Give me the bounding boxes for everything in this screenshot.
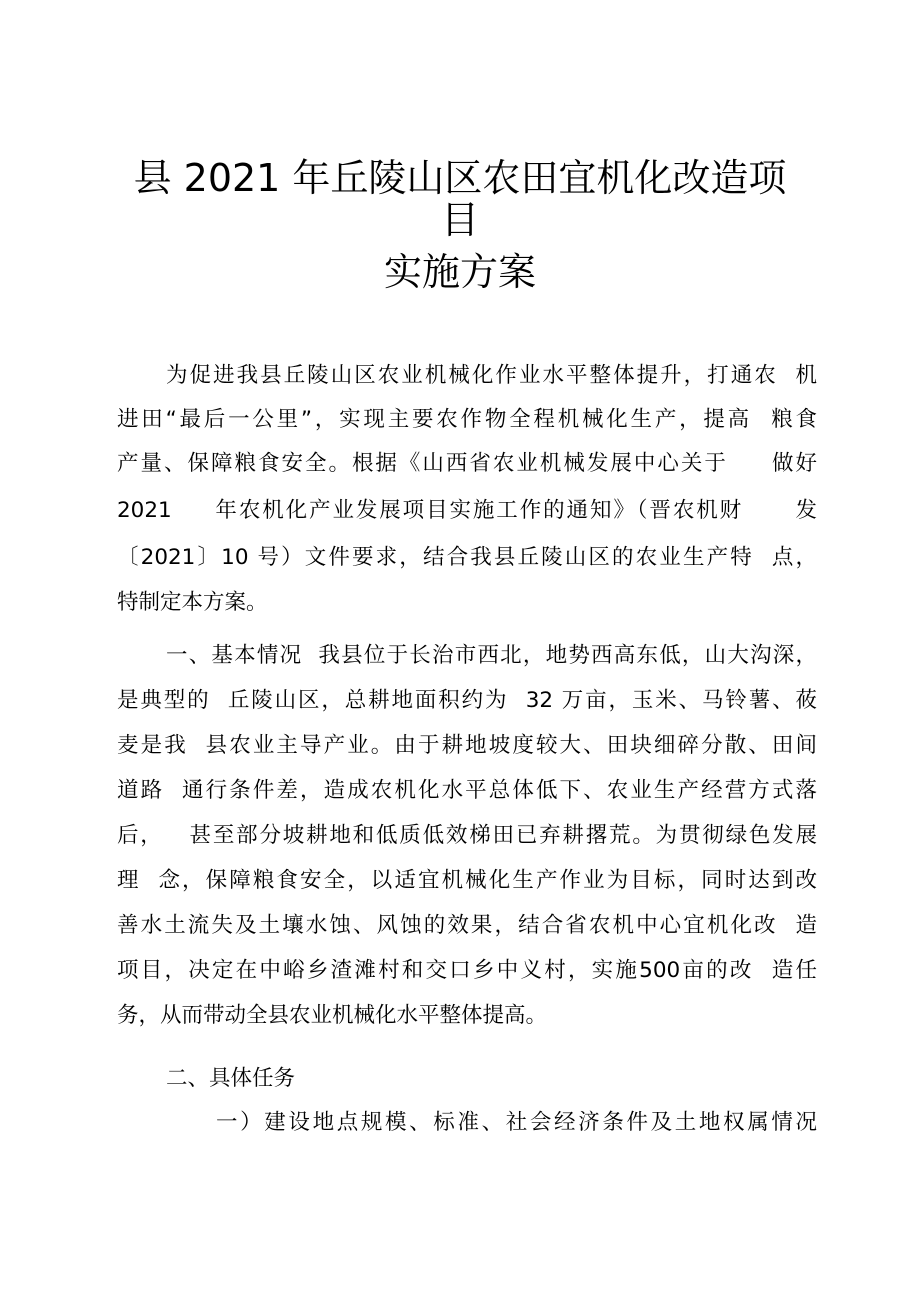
intro-paragraph-line: 产量、保障粮食安全。根据《山西省农业机械发展中心关于 做好 — [117, 451, 817, 476]
section-1-line: 善水土流失及土壤水蚀、风蚀的效果，结合省农机中心宜机化改 造 — [117, 913, 817, 938]
document-title-line-3: 实施方案 — [383, 250, 536, 294]
document-title-line-1: 县 2021 年丘陵山区农田宜机化改造项 — [133, 156, 787, 200]
section-1-line: 项目，决定在中峪乡渣滩村和交口乡中义村，实施500亩的改 造任 — [117, 958, 817, 983]
section-1-line: 一、基本情况 我县位于长治市西北，地势西高东低，山大沟深， — [166, 643, 817, 668]
section-1-line: 是典型的 丘陵山区，总耕地面积约为 32 万亩，玉米、马铃薯、莜 — [117, 688, 817, 713]
section-2-heading: 二、具体任务 — [166, 1066, 296, 1091]
section-1-line: 理 念，保障粮食安全，以适宜机械化生产作业为目标，同时达到改 — [117, 868, 817, 893]
section-1-line: 务，从而带动全县农业机械化水平整体提高。 — [117, 1003, 548, 1028]
document-title-line-2: 目 — [440, 198, 479, 242]
section-1-line: 道路 通行条件差，造成农机化水平总体低下、农业生产经营方式落 — [117, 778, 817, 803]
subsection-1-heading: 一）建设地点规模、标准、社会经济条件及土地权属情况 — [216, 1110, 817, 1135]
intro-paragraph-line: 特制定本方案。 — [117, 590, 268, 615]
intro-paragraph-line: 为促进我县丘陵山区农业机械化作业水平整体提升，打通农 机 — [166, 363, 817, 388]
section-1-line: 后， 甚至部分坡耕地和低质低效梯田已弃耕撂荒。为贯彻绿色发展 — [117, 823, 817, 848]
intro-paragraph-line: 〔2021〕10 号）文件要求，结合我县丘陵山区的农业生产特 点， — [117, 545, 817, 570]
intro-paragraph-line: 2021 年农机化产业发展项目实施工作的通知》（晋农机财 发 — [117, 498, 817, 523]
section-1-line: 麦是我 县农业主导产业。由于耕地坡度较大、田块细碎分散、田间 — [117, 733, 817, 758]
intro-paragraph-line: 进田“最后一公里”，实现主要农作物全程机械化生产，提高 粮食 — [117, 407, 817, 432]
